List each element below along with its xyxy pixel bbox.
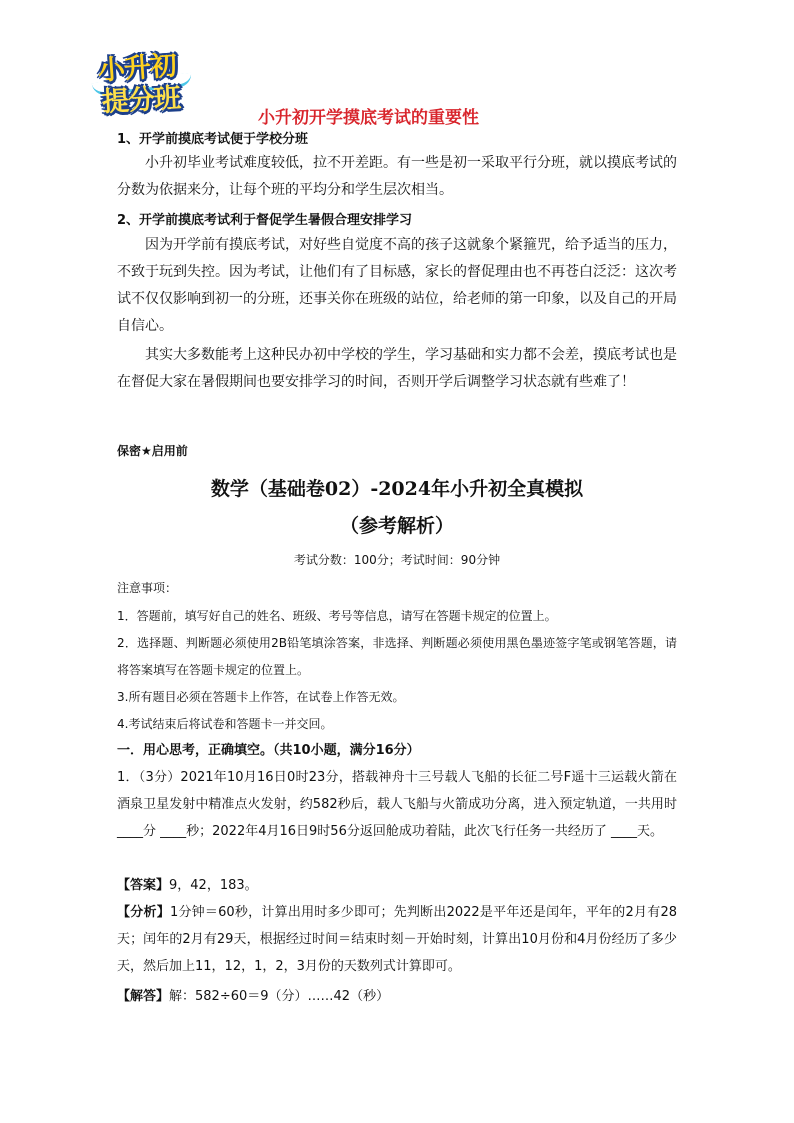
intro-section-1-paragraph: 小升初毕业考试难度较低，拉不开差距。有一些是初一采取平行分班，就以摸底考试的分数为依据来分，让每个班的平均分和学生层次相当。 [117,155,677,198]
notice-list [117,603,677,738]
analysis-label: 【分析】 [117,905,170,920]
answer-value: 9，42，183。 [169,878,258,893]
solution-block [117,983,677,1010]
notice-item: 1．答题前，填写好自己的姓名、班级、考号等信息，请写在答题卡规定的位置上。 [117,609,557,623]
intro-section-2-paragraph-1: 因为开学前有摸底考试，对好些自觉度不高的孩子这就象个紧箍咒，给予适当的压力，不致于玩到失控。因为考试，让他们有了目标感，家长的督促理由也不再苍白泛泛：这次考试不仅仅影响到初一的分班，还事关你在班级的站位，给老师的第一印象，以及自己的开局自信心。 [117,237,677,334]
exam-title: 数学（基础卷02）-2024年小升初全真模拟 [210,478,584,500]
analysis-block [117,899,677,980]
logo-text-line1: 小升初 [96,50,177,87]
notice-item: 4.考试结束后将试卷和答题卡一并交回。 [117,717,333,731]
exam-info: 考试分数：100分；考试时间：90分钟 [293,553,501,567]
solution-text: 解：582÷60＝9（分）……42（秒） [169,989,390,1004]
part-heading: 一．用心思考，正确填空。（共10小题，满分16分） [117,743,420,758]
confidential-label: 保密★启用前 [117,444,188,458]
analysis-text: 1分钟＝60秒，计算出用时多少即可；先判断出2022是平年还是闰年，平年的2月有28天；闰年的2月有29天，根据经过时间＝结束时刻－开始时刻，计算出10月份和4月份经历了多少天，然后加上11，12，1，2，3月份的天数列式计算即可。 [117,905,677,974]
notice-item: 2．选择题、判断题必须使用2B铅笔填涂答案，非选择、判断题必须使用黑色墨迹签字笔或钢笔答题，请将答案填写在答题卡规定的位置上。 [117,636,677,677]
answer-block [117,872,677,899]
intro-title: 小升初开学摸底考试的重要性 [258,108,479,128]
solution-label: 【解答】 [117,989,170,1004]
answer-label: 【答案】 [117,878,170,893]
notice-heading: 注意事项： [117,581,178,595]
notice-item: 3.所有题目必须在答题卡上作答，在试卷上作答无效。 [117,690,405,704]
brand-logo [92,52,196,122]
question-1-text: 1．（3分）2021年10月16日0时23分，搭载神舟十三号载人飞船的长征二号F遥十三运载火箭在酒泉卫星发射中精准点火发射，约582秒后，载人飞船与火箭成功分离，进入预定轨道，一共用时 ____分 ____秒；2022年4月16日9时56分返回舱成功着陆，此次飞行任务一共经历了 ____天。 [117,770,677,839]
intro-section-2-heading: 2、开学前摸底考试利于督促学生暑假合理安排学习 [117,213,413,228]
intro-section-1-heading: 1、开学前摸底考试便于学校分班 [117,132,309,147]
logo-text-line2: 提分班 [101,82,181,119]
exam-subtitle: （参考解析） [339,515,454,537]
intro-section-2-paragraph-2: 其实大多数能考上这种民办初中学校的学生，学习基础和实力都不会差，摸底考试也是在督促大家在暑假期间也要安排学习的时间，否则开学后调整学习状态就有些难了！ [117,347,677,390]
